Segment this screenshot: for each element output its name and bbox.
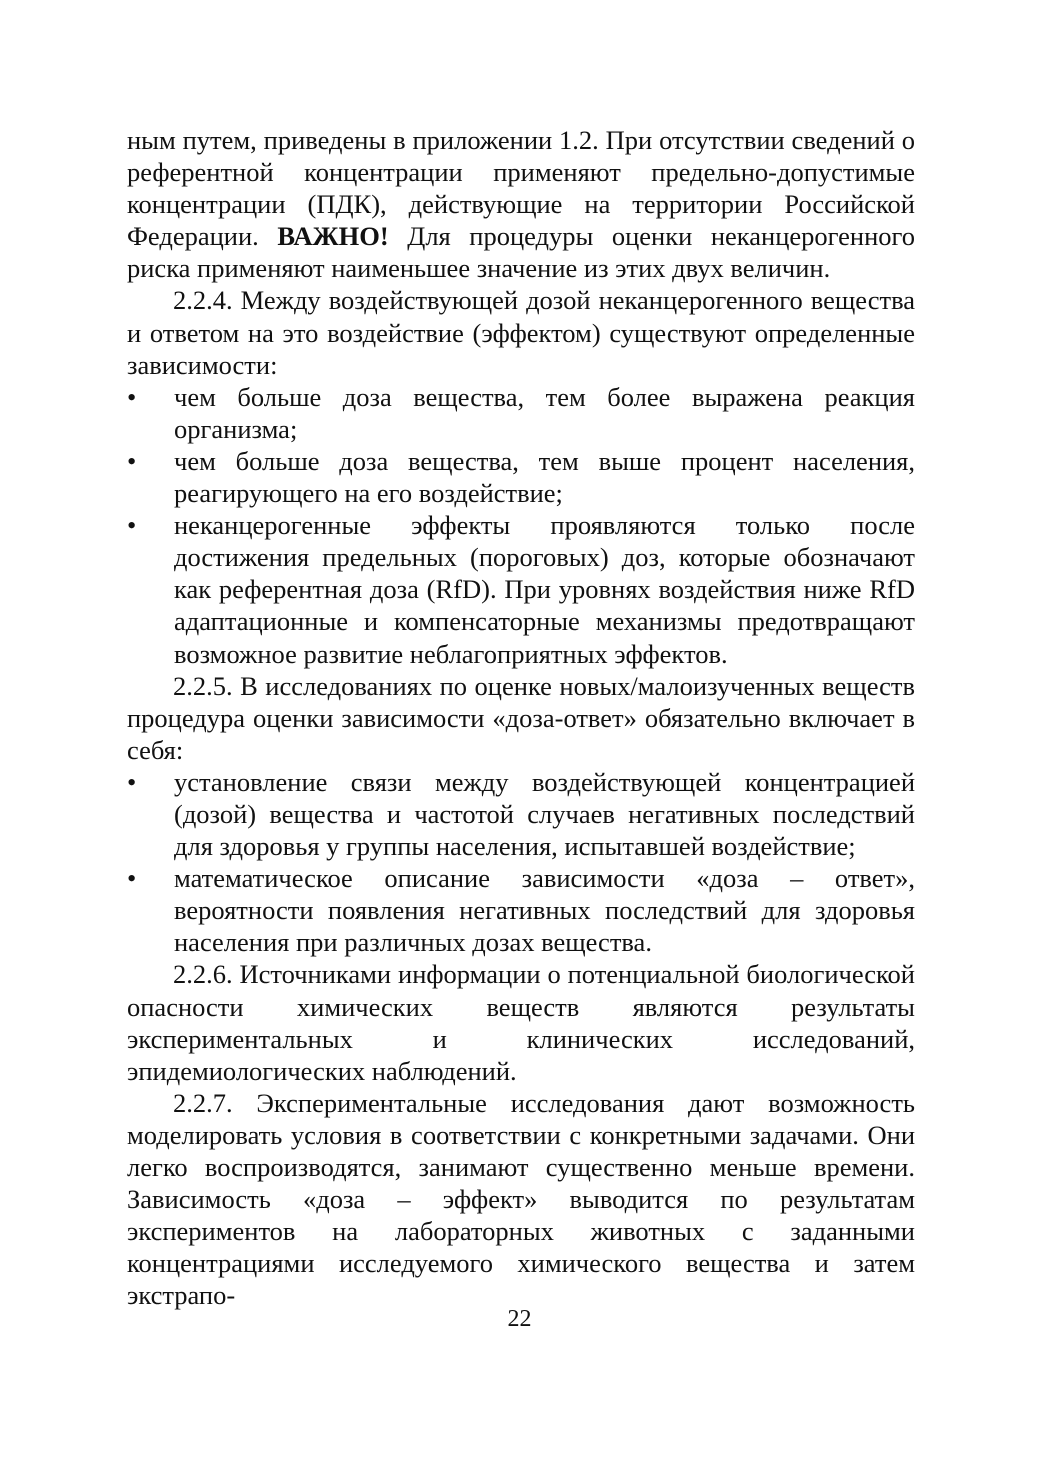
important-label: ВАЖНО! bbox=[277, 221, 389, 252]
paragraph-2-2-5: 2.2.5. В исследованиях по оценке новых/малоизученных веществ процедура оценки зависимости «доза-ответ» обязательно включает в себя: bbox=[127, 670, 915, 765]
list-item bbox=[127, 862, 915, 958]
bullet-icon: • bbox=[127, 381, 137, 412]
dose-dependency-list bbox=[127, 381, 915, 670]
paragraph-text: ным путем, приведены в приложении 1.2. При отсутствии сведений о референтной концентрации применяют предельно-допустимые концентрации (ПДК), действующие на территории Российской Федерации. bbox=[127, 125, 915, 252]
page-number: 22 bbox=[507, 1306, 532, 1332]
list-item bbox=[127, 445, 915, 509]
paragraph-pdk bbox=[127, 124, 915, 284]
dose-response-list bbox=[127, 766, 915, 959]
page-body bbox=[127, 124, 915, 1311]
list-item-text: математическое описание зависимости «доза – ответ», вероятности появления негативных последствий для здоровья населения при различных дозах вещества. bbox=[174, 863, 915, 958]
list-item-text: чем больше доза вещества, тем более выражена реакция организма; bbox=[174, 381, 915, 444]
paragraph-2-2-6: 2.2.6. Источниками информации о потенциальной биологической опасности химических веществ являются результаты экспериментальных и клинических исследований, эпидемиологических наблюдений. bbox=[127, 959, 915, 1086]
paragraph-2-2-7: 2.2.7. Экспериментальные исследования дают возможность моделировать условия в соответствии с конкретными задачами. Они легко воспроизводятся, занимают существенно меньше времени. Зависимость «доза – эффект» выводится по результатам экспериментов на лабораторных животных с заданными концентрациями исследуемого химического вещества и затем экстрапо- bbox=[127, 1087, 915, 1311]
list-item bbox=[127, 766, 915, 862]
bullet-icon: • bbox=[127, 863, 137, 894]
list-item-text: установление связи между воздействующей концентрацией (дозой) вещества и частотой случаев негативных последствий для здоровья у группы населения, испытавшей воздействие; bbox=[174, 766, 915, 862]
paragraph-text: Для процедуры оценки неканцерогенного риска применяют наименьшее значение из этих двух величин. bbox=[127, 221, 915, 284]
bullet-icon: • bbox=[127, 510, 137, 541]
list-item bbox=[127, 509, 915, 669]
list-item bbox=[127, 381, 915, 445]
bullet-icon: • bbox=[127, 445, 137, 476]
bullet-icon: • bbox=[127, 766, 137, 797]
list-item-text: неканцерогенные эффекты проявляются только после достижения предельных (пороговых) доз, которые обозначают как референтная доза (RfD). При уровнях воздействия ниже RfD адаптационные и компенсаторные механизмы предотвращают возможное развитие неблагоприятных эффектов. bbox=[174, 510, 915, 669]
paragraph-2-2-4: 2.2.4. Между воздействующей дозой неканцерогенного вещества и ответом на это воздействие (эффектом) существуют определенные зависимости: bbox=[127, 285, 915, 380]
list-item-text: чем больше доза вещества, тем выше процент населения, реагирующего на его воздействие; bbox=[174, 445, 915, 509]
